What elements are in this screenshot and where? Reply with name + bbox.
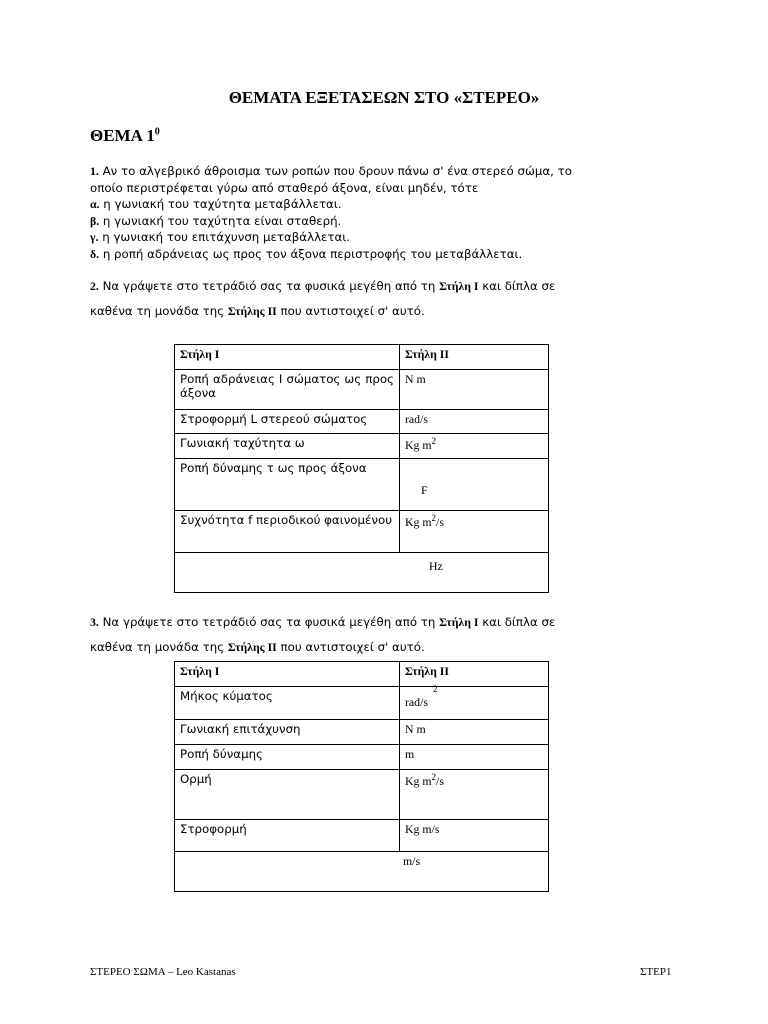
q2-text-a: Να γράψετε στο τετράδιό σας τα φυσικά μεγέθη από τη bbox=[102, 279, 440, 293]
q2-row5-sup: 2 bbox=[431, 513, 437, 523]
q2-column-2-ref: Στήλης ΙΙ bbox=[227, 304, 277, 318]
page-title: ΘΕΜΑΤΑ ΕΞΕΤΑΣΕΩΝ ΣΤΟ «ΣΤΕΡΕΟ» bbox=[228, 88, 540, 107]
q3-row2-col1: Γωνιακή επιτάχυνση bbox=[175, 720, 400, 745]
q2-row3-col2 bbox=[400, 434, 549, 459]
q3-table bbox=[174, 661, 549, 892]
q1-text-1: Αν το αλγεβρικό άθροισμα των ροπών που δρουν πάνω σ' ένα στερεό σώμα, το bbox=[102, 164, 572, 178]
q3-number: 3. bbox=[90, 615, 99, 629]
q3-row1-unit: rad/s bbox=[405, 695, 428, 709]
q2-header-col1: Στήλη Ι bbox=[175, 345, 400, 370]
q3-row2-col2: N m bbox=[400, 720, 549, 745]
q2-row3-unit: Kg m bbox=[405, 437, 432, 452]
q3-row3-col2: m bbox=[400, 745, 549, 770]
q2-row2-col2: rad/s bbox=[400, 410, 549, 434]
q1-option-d-text: η ροπή αδράνειας ως προς τον άξονα περιστροφής του μεταβάλλεται. bbox=[102, 246, 523, 261]
q1-option-b-text: η γωνιακή του ταχύτητα είναι σταθερή. bbox=[102, 213, 342, 228]
q2-row3-col1: Γωνιακή ταχύτητα ω bbox=[175, 434, 400, 459]
q3-column-2-ref: Στήλης ΙΙ bbox=[227, 640, 277, 654]
subject-superscript: 0 bbox=[154, 126, 160, 138]
q1-line1 bbox=[90, 163, 610, 180]
q2-text-d: καθένα τη μονάδα της bbox=[90, 304, 228, 318]
q2-column-1-ref: Στήλη Ι bbox=[439, 279, 479, 293]
q2-row4-unit: F bbox=[421, 483, 428, 497]
q2-header-col2: Στήλη ΙΙ bbox=[400, 345, 549, 370]
subject-text: ΘΕΜΑ 1 bbox=[90, 126, 155, 145]
q2-row5-unit-tail: /s bbox=[436, 514, 444, 529]
q1-option-d-label: δ. bbox=[90, 246, 100, 261]
q3-line1 bbox=[90, 615, 650, 630]
q2-row3-sup: 2 bbox=[431, 436, 437, 446]
q2-table bbox=[174, 344, 549, 593]
q3-row4-unit: Kg m bbox=[405, 773, 432, 788]
q1-option-a bbox=[90, 196, 610, 213]
q1-option-c-label: γ. bbox=[90, 230, 99, 245]
q3-text-c: και δίπλα σε bbox=[478, 615, 556, 629]
q2-line2 bbox=[90, 304, 650, 319]
q3-header-col2: Στήλη ΙΙ bbox=[400, 662, 549, 687]
q2-row4-col2 bbox=[400, 459, 549, 511]
question-1 bbox=[90, 163, 610, 263]
q3-row6: m/s bbox=[175, 852, 549, 892]
q2-row1-col1: Ροπή αδράνειας Ι σώματος ως προς άξονα bbox=[175, 370, 400, 410]
q2-row5-unit: Kg m bbox=[405, 514, 432, 529]
q2-text-f: που αντιστοιχεί σ' αυτό. bbox=[276, 304, 425, 318]
q2-row2-col1: Στροφορμή L στερεού σώματος bbox=[175, 410, 400, 434]
footer-left: ΣΤΕΡΕΟ ΣΩΜΑ – Leo Kastanas bbox=[90, 966, 236, 978]
q3-text-f: που αντιστοιχεί σ' αυτό. bbox=[276, 640, 425, 654]
q1-option-b-label: β. bbox=[90, 213, 100, 228]
q3-header-col1: Στήλη Ι bbox=[175, 662, 400, 687]
q3-row5-col2: Kg m/s bbox=[400, 820, 549, 852]
subject-heading bbox=[90, 126, 160, 146]
q1-number: 1. bbox=[90, 164, 99, 178]
q3-row1-col1: Μήκος κύματος bbox=[175, 687, 400, 720]
q3-row5-col1: Στροφορμή bbox=[175, 820, 400, 852]
q3-row4-col2 bbox=[400, 770, 549, 820]
q1-option-a-text: η γωνιακή του ταχύτητα μεταβάλλεται. bbox=[103, 197, 342, 212]
q2-text-c: και δίπλα σε bbox=[478, 279, 556, 293]
q1-text-2: οποίο περιστρέφεται γύρω από σταθερό άξονα, είναι μηδέν, τότε bbox=[90, 180, 479, 195]
q3-row1-sup: 2 bbox=[433, 684, 438, 694]
q1-option-b bbox=[90, 213, 610, 230]
q2-row6: Hz bbox=[175, 553, 549, 593]
q3-row4-sup: 2 bbox=[431, 772, 437, 782]
q1-option-c-text: η γωνιακή του επιτάχυνση μεταβάλλεται. bbox=[102, 230, 351, 245]
q2-row5-col2 bbox=[400, 511, 549, 553]
footer-right: ΣΤΕΡ1 bbox=[640, 966, 672, 978]
q3-row1-col2 bbox=[400, 684, 549, 720]
q1-option-a-label: α. bbox=[90, 197, 100, 212]
q3-row4-col1: Ορμή bbox=[175, 770, 400, 820]
q2-line1 bbox=[90, 279, 650, 294]
q3-text-d: καθένα τη μονάδα της bbox=[90, 640, 228, 654]
q2-row4-col1: Ροπή δύναμης τ ως προς άξονα bbox=[175, 459, 400, 511]
q2-number: 2. bbox=[90, 279, 99, 293]
q2-row5-col1: Συχνότητα f περιοδικού φαινομένου bbox=[175, 511, 400, 553]
q3-row4-unit-tail: /s bbox=[436, 773, 444, 788]
q3-text-a: Να γράψετε στο τετράδιό σας τα φυσικά μεγέθη από τη bbox=[102, 615, 440, 629]
q2-row1-col2: N m bbox=[400, 370, 549, 410]
q3-row3-col1: Ροπή δύναμης bbox=[175, 745, 400, 770]
q3-line2 bbox=[90, 640, 650, 655]
q1-option-c bbox=[90, 229, 610, 246]
q1-option-d bbox=[90, 246, 610, 263]
q3-column-1-ref: Στήλη Ι bbox=[439, 615, 479, 629]
